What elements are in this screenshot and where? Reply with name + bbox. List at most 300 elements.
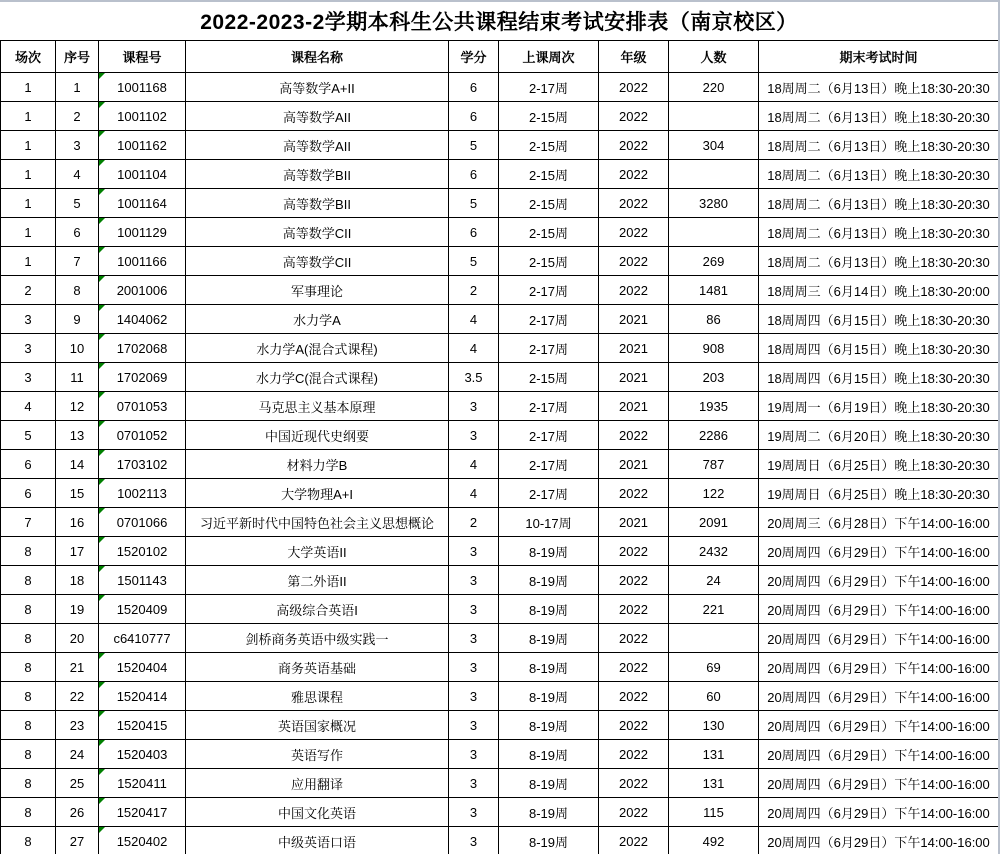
course-code: 0701053 (116, 398, 168, 414)
cell-grade: 2022 (599, 624, 669, 653)
cell-exam-time: 19周周二（6月20日）晚上18:30-20:30 (759, 421, 999, 450)
table-row (1, 73, 999, 102)
cell-session: 1 (1, 73, 56, 102)
cell-credits: 3 (449, 740, 499, 769)
cell-weeks: 10-17周 (499, 508, 599, 537)
cell-seq: 1 (56, 73, 99, 102)
cell-grade: 2022 (599, 740, 669, 769)
cell-code (99, 160, 186, 189)
table-row (1, 798, 999, 827)
green-triangle-icon (99, 566, 105, 572)
cell-session: 1 (1, 160, 56, 189)
cell-seq: 18 (56, 566, 99, 595)
green-triangle-icon (99, 131, 105, 137)
green-triangle-icon (99, 479, 105, 485)
cell-count: 131 (669, 740, 759, 769)
cell-count: 220 (669, 73, 759, 102)
cell-count: 908 (669, 334, 759, 363)
cell-count: 492 (669, 827, 759, 854)
course-code: 1520403 (116, 746, 168, 762)
table-row (1, 740, 999, 769)
cell-exam-time: 18周周二（6月13日）晚上18:30-20:30 (759, 218, 999, 247)
cell-code (99, 189, 186, 218)
course-code: 2001006 (116, 282, 168, 298)
cell-course-name: 材料力学B (186, 450, 449, 479)
green-triangle-icon (99, 218, 105, 224)
green-triangle-icon (99, 508, 105, 514)
col-header-credit: 学分 (449, 41, 499, 73)
cell-seq: 25 (56, 769, 99, 798)
cell-exam-time: 18周周二（6月13日）晚上18:30-20:30 (759, 247, 999, 276)
cell-count: 122 (669, 479, 759, 508)
table-row (1, 624, 999, 653)
table-row (1, 682, 999, 711)
green-triangle-icon (99, 653, 105, 659)
exam-schedule-table (0, 40, 999, 854)
green-triangle-icon (99, 276, 105, 282)
cell-course-name: 军事理论 (186, 276, 449, 305)
cell-grade: 2022 (599, 73, 669, 102)
course-code: 1520402 (116, 833, 168, 849)
green-triangle-icon (99, 537, 105, 543)
cell-credits: 3 (449, 566, 499, 595)
table-row (1, 595, 999, 624)
cell-grade: 2022 (599, 131, 669, 160)
cell-session: 5 (1, 421, 56, 450)
cell-weeks: 8-19周 (499, 537, 599, 566)
col-header-name: 课程名称 (186, 41, 449, 73)
cell-credits: 4 (449, 450, 499, 479)
cell-credits: 6 (449, 73, 499, 102)
green-triangle-icon (99, 769, 105, 775)
cell-course-name: 英语写作 (186, 740, 449, 769)
cell-weeks: 8-19周 (499, 798, 599, 827)
table-row (1, 218, 999, 247)
cell-weeks: 2-15周 (499, 160, 599, 189)
cell-course-name: 中国文化英语 (186, 798, 449, 827)
green-triangle-icon (99, 102, 105, 108)
cell-count: 2432 (669, 537, 759, 566)
cell-credits: 5 (449, 247, 499, 276)
cell-grade: 2022 (599, 798, 669, 827)
cell-code (99, 421, 186, 450)
cell-exam-time: 20周周四（6月29日）下午14:00-16:00 (759, 595, 999, 624)
table-body (1, 73, 999, 854)
cell-exam-time: 20周周四（6月29日）下午14:00-16:00 (759, 653, 999, 682)
cell-credits: 4 (449, 479, 499, 508)
cell-credits: 4 (449, 305, 499, 334)
course-code: 1520404 (116, 659, 168, 675)
green-triangle-icon (99, 189, 105, 195)
col-header-code: 课程号 (99, 41, 186, 73)
cell-course-name: 雅思课程 (186, 682, 449, 711)
cell-count: 69 (669, 653, 759, 682)
cell-seq: 24 (56, 740, 99, 769)
cell-exam-time: 18周周二（6月13日）晚上18:30-20:30 (759, 131, 999, 160)
cell-count (669, 624, 759, 653)
cell-exam-time: 20周周四（6月29日）下午14:00-16:00 (759, 682, 999, 711)
cell-course-name: 中级英语口语 (186, 827, 449, 854)
table-row (1, 421, 999, 450)
cell-session: 1 (1, 102, 56, 131)
cell-course-name: 商务英语基础 (186, 653, 449, 682)
cell-course-name: 马克思主义基本原理 (186, 392, 449, 421)
cell-code (99, 653, 186, 682)
table-row (1, 479, 999, 508)
cell-exam-time: 18周周二（6月13日）晚上18:30-20:30 (759, 160, 999, 189)
cell-course-name: 第二外语II (186, 566, 449, 595)
cell-exam-time: 18周周四（6月15日）晚上18:30-20:30 (759, 363, 999, 392)
cell-weeks: 8-19周 (499, 740, 599, 769)
course-code: 1001168 (117, 79, 167, 95)
cell-weeks: 2-15周 (499, 218, 599, 247)
cell-code (99, 334, 186, 363)
cell-code (99, 305, 186, 334)
cell-seq: 5 (56, 189, 99, 218)
cell-course-name: 高等数学AII (186, 102, 449, 131)
green-triangle-icon (99, 247, 105, 253)
green-triangle-icon (99, 682, 105, 688)
course-code: 1520414 (116, 688, 168, 704)
table-row (1, 363, 999, 392)
cell-weeks: 2-17周 (499, 276, 599, 305)
cell-weeks: 2-17周 (499, 392, 599, 421)
cell-seq: 21 (56, 653, 99, 682)
green-triangle-icon (99, 305, 105, 311)
cell-code (99, 508, 186, 537)
course-code: 1520411 (117, 775, 167, 791)
cell-session: 1 (1, 218, 56, 247)
table-row (1, 305, 999, 334)
cell-seq: 3 (56, 131, 99, 160)
cell-course-name: 中国近现代史纲要 (186, 421, 449, 450)
cell-session: 1 (1, 247, 56, 276)
green-triangle-icon (99, 421, 105, 427)
cell-session: 4 (1, 392, 56, 421)
cell-count (669, 160, 759, 189)
table-row (1, 711, 999, 740)
cell-session: 1 (1, 189, 56, 218)
table-row (1, 189, 999, 218)
cell-session: 6 (1, 450, 56, 479)
cell-exam-time: 20周周四（6月29日）下午14:00-16:00 (759, 769, 999, 798)
cell-weeks: 8-19周 (499, 653, 599, 682)
cell-grade: 2022 (599, 537, 669, 566)
cell-seq: 2 (56, 102, 99, 131)
course-code: 1001102 (117, 108, 167, 124)
cell-course-name: 高等数学CII (186, 218, 449, 247)
cell-count: 130 (669, 711, 759, 740)
cell-weeks: 2-17周 (499, 334, 599, 363)
cell-grade: 2022 (599, 247, 669, 276)
cell-grade: 2022 (599, 189, 669, 218)
cell-grade: 2021 (599, 450, 669, 479)
cell-course-name: 高等数学CII (186, 247, 449, 276)
cell-session: 8 (1, 653, 56, 682)
cell-course-name: 高等数学BII (186, 160, 449, 189)
course-code: 1703102 (116, 456, 168, 472)
course-code: 1404062 (116, 311, 168, 327)
cell-course-name: 高等数学A+II (186, 73, 449, 102)
cell-credits: 3 (449, 392, 499, 421)
cell-session: 8 (1, 682, 56, 711)
cell-course-name: 高级综合英语I (186, 595, 449, 624)
table-row (1, 247, 999, 276)
cell-exam-time: 19周周日（6月25日）晚上18:30-20:30 (759, 450, 999, 479)
cell-count: 304 (669, 131, 759, 160)
cell-weeks: 2-17周 (499, 421, 599, 450)
cell-grade: 2022 (599, 653, 669, 682)
cell-seq: 17 (56, 537, 99, 566)
cell-count (669, 102, 759, 131)
cell-count: 3280 (669, 189, 759, 218)
cell-credits: 3 (449, 537, 499, 566)
green-triangle-icon (99, 73, 105, 79)
cell-session: 7 (1, 508, 56, 537)
cell-session: 8 (1, 827, 56, 854)
cell-seq: 26 (56, 798, 99, 827)
cell-credits: 3 (449, 769, 499, 798)
cell-count (669, 218, 759, 247)
table-row (1, 450, 999, 479)
cell-exam-time: 20周周四（6月29日）下午14:00-16:00 (759, 624, 999, 653)
cell-credits: 3.5 (449, 363, 499, 392)
cell-code (99, 363, 186, 392)
cell-grade: 2022 (599, 276, 669, 305)
cell-weeks: 8-19周 (499, 769, 599, 798)
cell-credits: 5 (449, 189, 499, 218)
cell-session: 8 (1, 798, 56, 827)
green-triangle-icon (99, 334, 105, 340)
col-header-weeks: 上课周次 (499, 41, 599, 73)
course-code: 1520409 (116, 601, 168, 617)
cell-code (99, 392, 186, 421)
course-code: 1501143 (117, 572, 167, 588)
green-triangle-icon (99, 827, 105, 833)
cell-exam-time: 18周周二（6月13日）晚上18:30-20:30 (759, 73, 999, 102)
cell-grade: 2022 (599, 160, 669, 189)
course-code: 1001166 (117, 253, 167, 269)
cell-session: 8 (1, 566, 56, 595)
course-code: 1520102 (116, 543, 168, 559)
cell-session: 8 (1, 769, 56, 798)
cell-code (99, 479, 186, 508)
table-row (1, 508, 999, 537)
col-header-grade: 年级 (599, 41, 669, 73)
course-code: 1702069 (116, 369, 168, 385)
cell-seq: 20 (56, 624, 99, 653)
cell-credits: 3 (449, 798, 499, 827)
cell-credits: 2 (449, 508, 499, 537)
cell-course-name: 英语国家概况 (186, 711, 449, 740)
green-triangle-icon (99, 711, 105, 717)
cell-grade: 2022 (599, 769, 669, 798)
cell-exam-time: 18周周三（6月14日）晚上18:30-20:00 (759, 276, 999, 305)
table-row (1, 566, 999, 595)
header-row (1, 41, 999, 73)
course-code: 1001164 (117, 195, 167, 211)
cell-count: 203 (669, 363, 759, 392)
cell-code (99, 276, 186, 305)
table-row (1, 827, 999, 854)
cell-grade: 2022 (599, 479, 669, 508)
cell-grade: 2022 (599, 827, 669, 854)
cell-credits: 3 (449, 827, 499, 854)
cell-course-name: 应用翻译 (186, 769, 449, 798)
table-row (1, 276, 999, 305)
cell-grade: 2022 (599, 566, 669, 595)
cell-grade: 2021 (599, 305, 669, 334)
cell-exam-time: 18周周四（6月15日）晚上18:30-20:30 (759, 334, 999, 363)
green-triangle-icon (99, 450, 105, 456)
cell-seq: 9 (56, 305, 99, 334)
cell-code (99, 740, 186, 769)
cell-weeks: 8-19周 (499, 595, 599, 624)
course-code: 1001129 (117, 224, 167, 240)
cell-course-name: 大学物理A+I (186, 479, 449, 508)
cell-credits: 3 (449, 595, 499, 624)
cell-weeks: 2-15周 (499, 131, 599, 160)
cell-session: 2 (1, 276, 56, 305)
table-row (1, 102, 999, 131)
cell-credits: 3 (449, 682, 499, 711)
cell-exam-time: 19周周日（6月25日）晚上18:30-20:30 (759, 479, 999, 508)
cell-seq: 12 (56, 392, 99, 421)
cell-course-name: 水力学A (186, 305, 449, 334)
cell-seq: 8 (56, 276, 99, 305)
cell-credits: 4 (449, 334, 499, 363)
cell-grade: 2022 (599, 711, 669, 740)
cell-weeks: 8-19周 (499, 711, 599, 740)
cell-code (99, 798, 186, 827)
cell-credits: 6 (449, 160, 499, 189)
cell-weeks: 2-15周 (499, 363, 599, 392)
table-row (1, 160, 999, 189)
cell-grade: 2021 (599, 392, 669, 421)
cell-count: 2091 (669, 508, 759, 537)
cell-exam-time: 20周周四（6月29日）下午14:00-16:00 (759, 566, 999, 595)
cell-exam-time: 20周周四（6月29日）下午14:00-16:00 (759, 827, 999, 854)
table-row (1, 334, 999, 363)
green-triangle-icon (99, 798, 105, 804)
course-code: 1702068 (116, 340, 168, 356)
green-triangle-icon (99, 363, 105, 369)
cell-weeks: 8-19周 (499, 566, 599, 595)
cell-count: 86 (669, 305, 759, 334)
cell-credits: 6 (449, 102, 499, 131)
cell-exam-time: 18周周二（6月13日）晚上18:30-20:30 (759, 102, 999, 131)
cell-session: 3 (1, 305, 56, 334)
cell-seq: 10 (56, 334, 99, 363)
cell-course-name: 剑桥商务英语中级实践一 (186, 624, 449, 653)
cell-course-name: 大学英语II (186, 537, 449, 566)
cell-weeks: 2-17周 (499, 73, 599, 102)
cell-course-name: 水力学A(混合式课程) (186, 334, 449, 363)
cell-code (99, 73, 186, 102)
cell-weeks: 2-15周 (499, 189, 599, 218)
cell-code (99, 624, 186, 653)
cell-course-name: 习近平新时代中国特色社会主义思想概论 (186, 508, 449, 537)
table-row (1, 653, 999, 682)
cell-weeks: 2-15周 (499, 247, 599, 276)
course-code: 0701066 (116, 514, 168, 530)
cell-count: 221 (669, 595, 759, 624)
cell-grade: 2022 (599, 682, 669, 711)
cell-credits: 3 (449, 711, 499, 740)
table-row (1, 131, 999, 160)
col-header-count: 人数 (669, 41, 759, 73)
cell-count: 24 (669, 566, 759, 595)
cell-exam-time: 19周周一（6月19日）晚上18:30-20:30 (759, 392, 999, 421)
cell-seq: 27 (56, 827, 99, 854)
cell-exam-time: 18周周四（6月15日）晚上18:30-20:30 (759, 305, 999, 334)
cell-session: 6 (1, 479, 56, 508)
cell-code (99, 595, 186, 624)
cell-count: 115 (669, 798, 759, 827)
cell-seq: 13 (56, 421, 99, 450)
col-header-session: 场次 (1, 41, 56, 73)
table-row (1, 537, 999, 566)
cell-code (99, 537, 186, 566)
cell-code (99, 682, 186, 711)
cell-grade: 2022 (599, 102, 669, 131)
green-triangle-icon (99, 595, 105, 601)
cell-seq: 11 (56, 363, 99, 392)
cell-session: 8 (1, 595, 56, 624)
cell-exam-time: 18周周二（6月13日）晚上18:30-20:30 (759, 189, 999, 218)
cell-weeks: 8-19周 (499, 682, 599, 711)
cell-code (99, 247, 186, 276)
cell-credits: 3 (449, 653, 499, 682)
cell-code (99, 827, 186, 854)
cell-weeks: 2-17周 (499, 479, 599, 508)
cell-grade: 2022 (599, 218, 669, 247)
cell-grade: 2021 (599, 508, 669, 537)
cell-exam-time: 20周周四（6月29日）下午14:00-16:00 (759, 711, 999, 740)
cell-seq: 7 (56, 247, 99, 276)
cell-code (99, 566, 186, 595)
cell-credits: 6 (449, 218, 499, 247)
cell-seq: 23 (56, 711, 99, 740)
col-header-exam-time: 期末考试时间 (759, 41, 999, 73)
cell-session: 1 (1, 131, 56, 160)
page-title: 2022-2023-2学期本科生公共课程结束考试安排表（南京校区） (200, 11, 798, 34)
cell-grade: 2022 (599, 421, 669, 450)
green-triangle-icon (99, 740, 105, 746)
cell-code (99, 769, 186, 798)
cell-session: 8 (1, 711, 56, 740)
cell-exam-time: 20周周四（6月29日）下午14:00-16:00 (759, 537, 999, 566)
cell-grade: 2022 (599, 595, 669, 624)
cell-course-name: 水力学C(混合式课程) (186, 363, 449, 392)
cell-grade: 2021 (599, 334, 669, 363)
cell-count: 787 (669, 450, 759, 479)
cell-code (99, 711, 186, 740)
cell-weeks: 2-15周 (499, 102, 599, 131)
cell-code (99, 131, 186, 160)
course-code: 0701052 (116, 427, 168, 443)
cell-exam-time: 20周周四（6月29日）下午14:00-16:00 (759, 798, 999, 827)
cell-course-name: 高等数学AII (186, 131, 449, 160)
cell-weeks: 8-19周 (499, 624, 599, 653)
cell-credits: 3 (449, 624, 499, 653)
table-row (1, 769, 999, 798)
cell-exam-time: 20周周三（6月28日）下午14:00-16:00 (759, 508, 999, 537)
cell-weeks: 2-17周 (499, 450, 599, 479)
cell-session: 8 (1, 740, 56, 769)
course-code: 1001162 (117, 137, 167, 153)
col-header-seq: 序号 (56, 41, 99, 73)
